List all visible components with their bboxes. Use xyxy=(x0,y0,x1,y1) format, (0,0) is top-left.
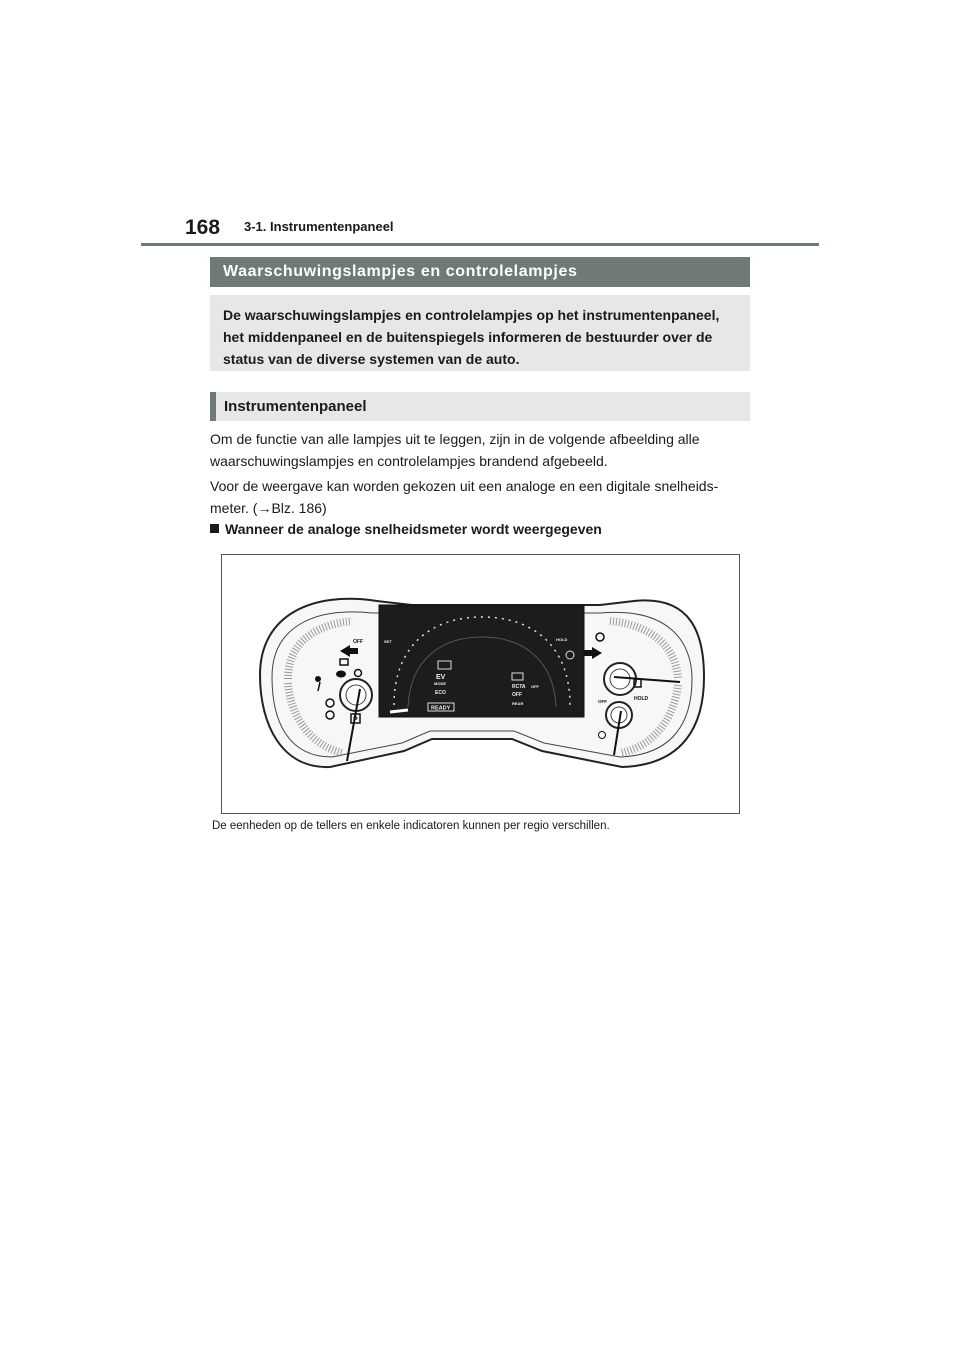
bullet-heading xyxy=(210,521,602,537)
paragraph-line: meter. (→Blz. 186) xyxy=(210,500,327,516)
turn-left-arrow-tail xyxy=(350,648,358,654)
hold-right-label: HOLD xyxy=(634,696,649,702)
headlight-icon xyxy=(336,671,346,678)
off-low-label: OFF xyxy=(512,692,522,698)
set-label: SET xyxy=(384,639,392,644)
intro-box xyxy=(210,295,750,371)
section-banner: Waarschuwingslampjes en controlelampjes xyxy=(210,257,750,287)
bullet-square-icon xyxy=(210,524,219,533)
section-reference: 3-1. Instrumentenpaneel xyxy=(244,219,394,234)
hold-small-label: HOLD xyxy=(556,637,568,642)
rear-label: REAR xyxy=(512,701,524,706)
page-number: 168 xyxy=(185,216,221,239)
ev-mode-label: EV xyxy=(436,674,446,681)
paragraph-line: Om de functie van alle lampjes uit te leggen, zijn in de volgende afbeelding alle xyxy=(210,431,700,447)
figure-caption: De eenheden op de tellers en enkele indicatoren kunnen per regio verschillen. xyxy=(212,820,610,832)
eco-label: ECO xyxy=(435,690,446,696)
intro-line: De waarschuwingslampjes en controlelampjes op het instrumentenpaneel, xyxy=(223,307,720,323)
header-divider xyxy=(141,243,819,246)
intro-line: het middenpaneel en de buitenspiegels informeren de bestuurder over de xyxy=(223,329,713,345)
mode-label: MODE xyxy=(434,681,446,686)
center-display xyxy=(379,605,584,717)
intro-line: status van de diverse systemen van de auto. xyxy=(223,351,520,367)
instrument-cluster-illustration xyxy=(222,555,739,813)
paragraph-line: Voor de weergave kan worden gekozen uit een analoge en een digitale snelheids- xyxy=(210,478,719,494)
instrument-cluster-figure xyxy=(221,554,740,814)
brake-p-label: P xyxy=(353,716,358,724)
rcta-label: RCTA xyxy=(512,684,526,690)
paragraph-line: waarschuwingslampjes en controlelampjes brandend afgebeeld. xyxy=(210,453,608,469)
paragraph-display-choice xyxy=(210,475,755,519)
seatbelt-icon xyxy=(315,676,321,682)
turn-right-arrow-tail xyxy=(584,650,592,656)
off-mid-label: OFF xyxy=(531,684,539,689)
paragraph-explanation xyxy=(210,428,755,472)
bullet-text: Wanneer de analoge snelheidsmeter wordt weergegeven xyxy=(225,521,602,537)
subheading: Instrumentenpaneel xyxy=(210,392,750,421)
speedometer-needle xyxy=(390,710,408,712)
ready-label: READY xyxy=(431,705,451,712)
off-right-label: OFF xyxy=(598,699,607,704)
off-top-label: OFF xyxy=(353,639,363,645)
